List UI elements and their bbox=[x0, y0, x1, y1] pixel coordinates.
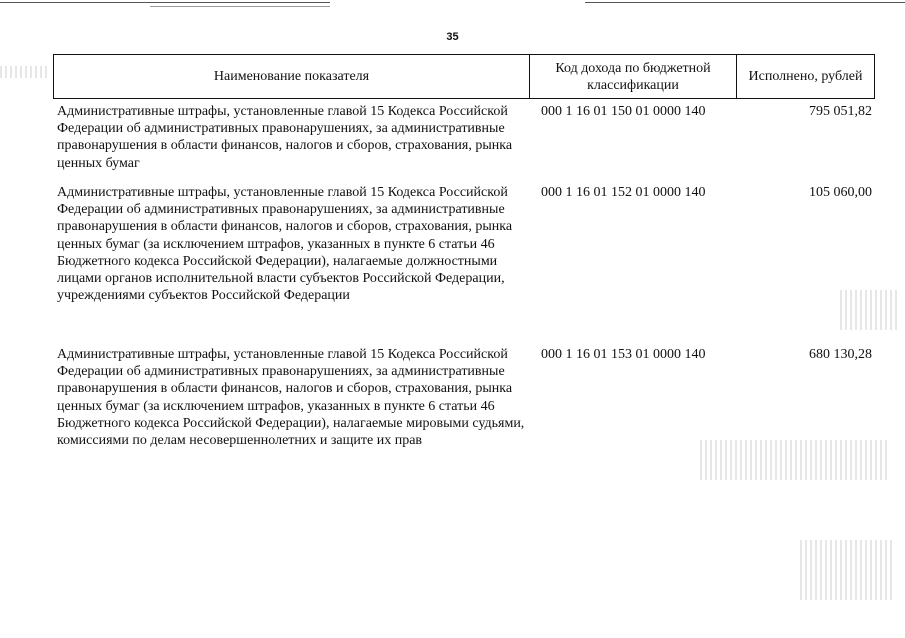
row-amount: 795 051,82 bbox=[809, 104, 872, 119]
table-header bbox=[53, 54, 875, 99]
table-row bbox=[0, 346, 905, 476]
scan-noise bbox=[0, 66, 48, 78]
row-amount: 105 060,00 bbox=[809, 185, 872, 200]
table-row bbox=[0, 184, 905, 334]
table-row bbox=[0, 103, 905, 177]
header-name: Наименование показателя bbox=[54, 55, 530, 98]
page-number: 35 bbox=[446, 31, 459, 43]
row-amount: 680 130,28 bbox=[809, 347, 872, 362]
header-code: Код дохода по бюджетной классификации bbox=[530, 55, 737, 98]
top-rule-thin bbox=[150, 6, 330, 7]
row-name: Административные штрафы, установленные главой 15 Кодекса Российской Федерации об административных правонарушениях, за административные правонарушения в области финансов, налогов и сборов, страхования, рынка ценных бумаг bbox=[57, 104, 513, 171]
header-executed: Исполнено, рублей bbox=[748, 69, 863, 84]
row-code: 000 1 16 01 152 01 0000 140 bbox=[541, 185, 706, 200]
row-name: Административные штрафы, установленные главой 15 Кодекса Российской Федерации об административных правонарушениях, за административные правонарушения в области финансов, налогов и сборов, страхования, рынка ценных бумаг (за исключением штрафов, указанных в пункте 6 статьи 46 Бюджетного кодекса Российской Федерации), налагаемые должностными лицами органов исполнительной власти субъектов Российской Федерации, учреждениями субъектов Российской Федерации bbox=[57, 185, 513, 304]
top-rule-left bbox=[0, 2, 330, 3]
scan-noise bbox=[800, 540, 895, 600]
top-rule-right bbox=[585, 2, 905, 3]
row-code: 000 1 16 01 150 01 0000 140 bbox=[541, 104, 706, 119]
row-name: Административные штрафы, установленные главой 15 Кодекса Российской Федерации об административных правонарушениях, за административные правонарушения в области финансов, налогов и сборов, страхования, рынка ценных бумаг (за исключением штрафов, указанных в пункте 6 статьи 46 Бюджетного кодекса Российской Федерации), налагаемые мировыми судьями, комиссиями по делам несовершеннолетних и защите их прав bbox=[57, 347, 525, 449]
row-code: 000 1 16 01 153 01 0000 140 bbox=[541, 347, 706, 362]
